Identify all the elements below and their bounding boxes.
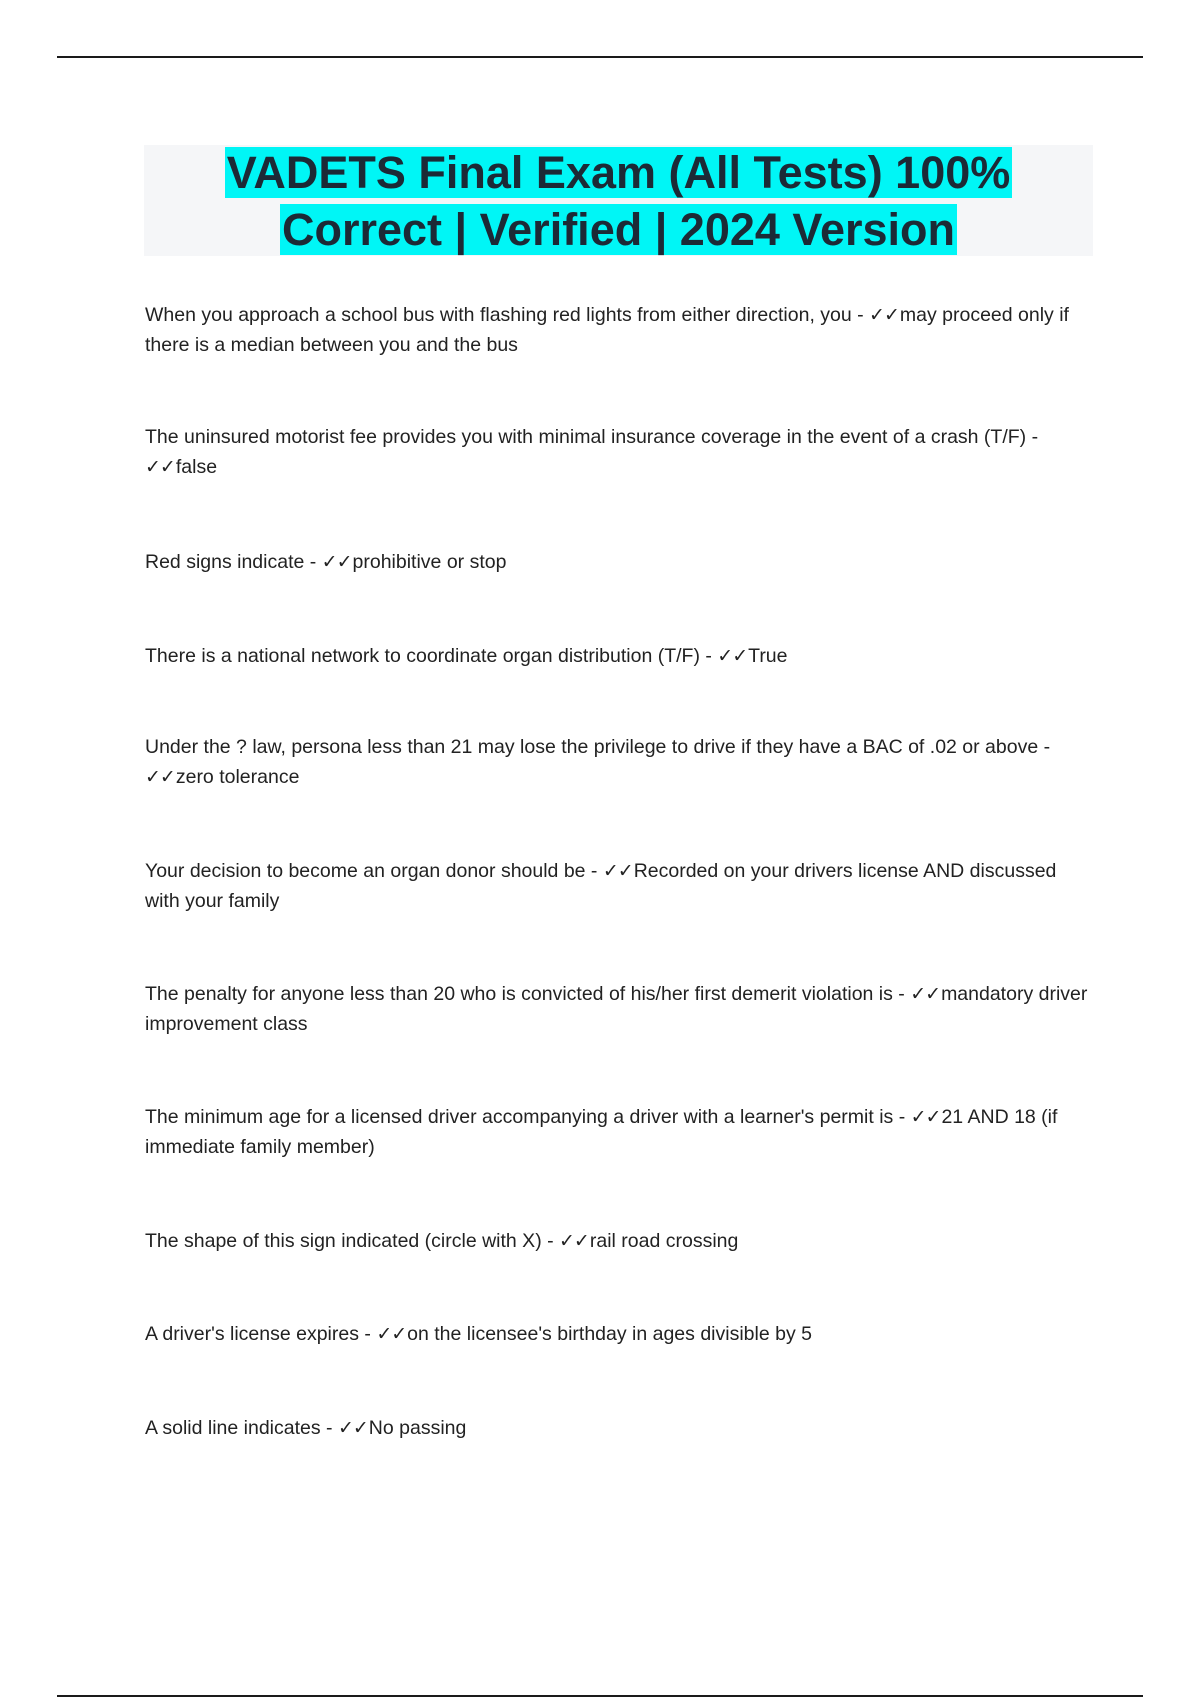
qa-item — [145, 979, 1095, 1039]
question-text: A driver's license expires - — [145, 1323, 377, 1345]
bottom-rule — [57, 1695, 1143, 1697]
title-block — [144, 145, 1093, 256]
question-text: The minimum age for a licensed driver accompanying a driver with a learner's permit is - — [145, 1106, 911, 1128]
title-line-2: Correct | Verified | 2024 Version — [281, 203, 955, 255]
double-check-icon: ✓✓ — [376, 1323, 407, 1345]
question-text: The penalty for anyone less than 20 who is convicted of his/her first demerit violation is - — [145, 983, 911, 1005]
qa-item — [145, 547, 1095, 577]
answer-text: mandatory driver improvement class — [145, 983, 1088, 1035]
double-check-icon: ✓✓ — [602, 860, 633, 882]
qa-item — [145, 1226, 1095, 1256]
double-check-icon: ✓✓ — [145, 766, 175, 788]
answer-text: prohibitive or stop — [352, 551, 507, 573]
qa-item — [145, 641, 1095, 671]
answer-text: rail road crossing — [589, 1230, 739, 1252]
answer-text: No passing — [368, 1417, 467, 1439]
double-check-icon: ✓✓ — [717, 645, 748, 667]
top-rule — [57, 56, 1143, 58]
question-text: When you approach a school bus with flashing red lights from either direction, you - — [145, 304, 870, 326]
double-check-icon: ✓✓ — [559, 1230, 589, 1252]
qa-item — [145, 300, 1095, 360]
answer-text: True — [748, 645, 788, 667]
double-check-icon: ✓✓ — [910, 983, 941, 1005]
question-text: Red signs indicate - — [145, 551, 322, 573]
qa-item — [145, 1413, 1095, 1443]
qa-item — [145, 856, 1095, 916]
answer-text: on the licensee's birthday in ages divisible by 5 — [407, 1323, 812, 1345]
double-check-icon: ✓✓ — [321, 551, 352, 573]
document-title — [225, 144, 1013, 258]
double-check-icon: ✓✓ — [869, 304, 899, 326]
answer-text: 21 AND 18 (if immediate family member) — [145, 1106, 1058, 1158]
title-line-1: VADETS Final Exam (All Tests) 100% — [226, 146, 1011, 198]
answer-text: zero tolerance — [175, 766, 300, 788]
question-text: A solid line indicates - — [145, 1417, 338, 1439]
question-text: Your decision to become an organ donor should be - — [145, 860, 603, 882]
qa-item — [145, 1319, 1095, 1349]
double-check-icon: ✓✓ — [910, 1106, 941, 1128]
question-text: There is a national network to coordinate organ distribution (T/F) - — [145, 645, 718, 667]
qa-item — [145, 422, 1095, 482]
double-check-icon: ✓✓ — [145, 456, 175, 478]
qa-item — [145, 732, 1095, 792]
answer-text: false — [175, 456, 218, 478]
answer-text: Recorded on your drivers license AND discussed with your family — [145, 860, 1057, 912]
question-text: Under the ? law, persona less than 21 may lose the privilege to drive if they have a BAC of .02 or above - — [145, 736, 1051, 758]
qa-item — [145, 1102, 1095, 1162]
question-text: The shape of this sign indicated (circle with X) - — [145, 1230, 560, 1252]
double-check-icon: ✓✓ — [337, 1417, 368, 1439]
question-text: The uninsured motorist fee provides you with minimal insurance coverage in the event of a crash (T/F) - — [145, 426, 1039, 448]
answer-text: may proceed only if there is a median between you and the bus — [145, 304, 1069, 356]
